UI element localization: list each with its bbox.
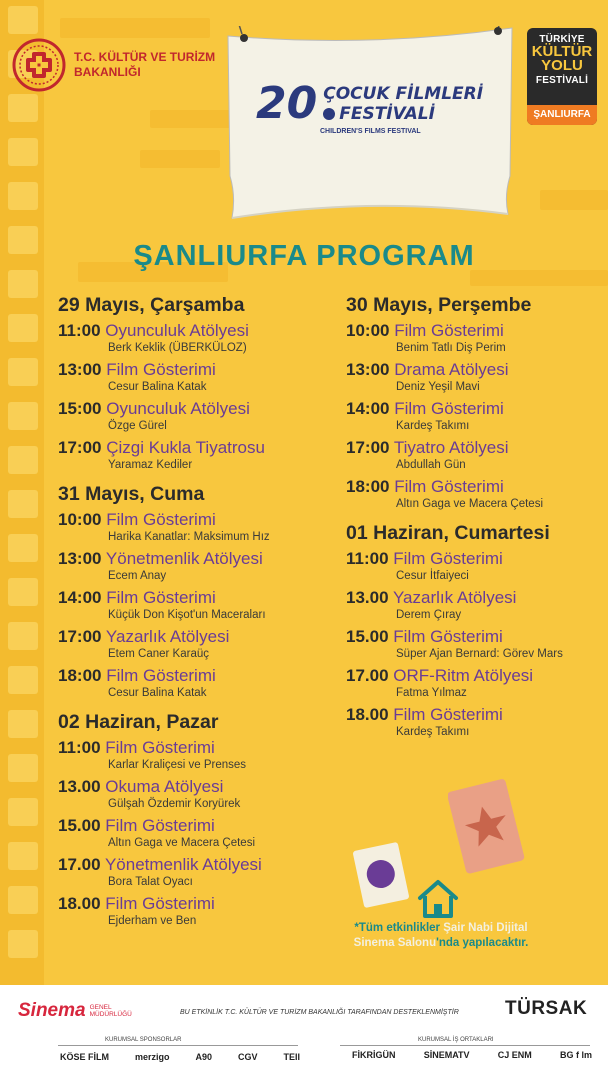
event-line xyxy=(58,320,270,341)
kyf-line2: KÜLTÜR xyxy=(531,43,593,60)
support-statement: BU ETKİNLİK T.C. KÜLTÜR VE TURİZM BAKANLIĞI TARAFINDAN DESTEKLENMİŞTİR xyxy=(180,1009,459,1016)
schedule-event xyxy=(58,359,270,395)
event-detail: Küçük Don Kişot'un Maceraları xyxy=(108,609,266,621)
partners-label: KURUMSAL İŞ ORTAKLARI xyxy=(418,1037,494,1043)
event-detail: Benim Tatlı Diş Perim xyxy=(396,342,506,354)
day-block xyxy=(346,522,563,740)
sinema-logo-sub1: GENEL xyxy=(89,1004,112,1011)
event-line xyxy=(346,437,563,458)
event-time: 15:00 xyxy=(58,399,102,418)
event-name: Yönetmenlik Atölyesi xyxy=(104,855,262,874)
schedule-event xyxy=(346,704,563,740)
venue-note-prefix: *Tüm etkinlikler xyxy=(354,922,444,934)
film-hole xyxy=(8,710,38,738)
event-time: 15.00 xyxy=(346,627,389,646)
festival-title-line1: ÇOCUK FİLMLERİ xyxy=(323,84,484,104)
event-line xyxy=(346,398,563,419)
venue-name: Şair Nabi Dijital Sinema Salonu xyxy=(353,922,528,949)
schedule-event xyxy=(346,398,563,434)
event-line xyxy=(346,665,563,686)
event-line xyxy=(58,437,270,458)
ticket-stub-illustration xyxy=(352,842,410,908)
sponsor-logo: A90 xyxy=(195,1052,212,1062)
event-detail: Özge Gürel xyxy=(108,420,167,432)
schedule-event xyxy=(346,476,563,512)
venue-note-suffix: 'nda yapılacaktır. xyxy=(436,937,529,949)
event-time: 11:00 xyxy=(58,738,101,757)
event-detail: Abdullah Gün xyxy=(396,459,466,471)
event-time: 17.00 xyxy=(58,855,101,874)
event-detail: Cesur Balina Katak xyxy=(108,381,207,393)
event-time: 18:00 xyxy=(58,666,102,685)
film-hole xyxy=(8,666,38,694)
sinema-logo-sub2: MÜDÜRLÜĞÜ xyxy=(89,1011,132,1018)
schedule-event xyxy=(58,665,270,701)
event-detail: Berk Keklik (ÜBERKÜLOZ) xyxy=(108,342,247,354)
event-detail: Deniz Yeşil Mavi xyxy=(396,381,480,393)
event-line xyxy=(58,776,270,797)
event-name: Film Gösterimi xyxy=(105,894,215,913)
event-detail: Altın Gaga ve Macera Çetesi xyxy=(108,837,256,849)
event-line xyxy=(58,854,270,875)
film-hole xyxy=(8,358,38,386)
event-time: 18.00 xyxy=(58,894,101,913)
event-time: 13.00 xyxy=(58,777,101,796)
sponsor-logo: CGV xyxy=(237,1052,258,1062)
schedule-event xyxy=(58,548,270,584)
kyf-line4: FESTİVALİ xyxy=(535,75,589,86)
event-name: Film Gösterimi xyxy=(393,549,503,568)
event-line xyxy=(346,476,563,497)
decorative-stripe xyxy=(140,150,220,168)
event-name: Okuma Atölyesi xyxy=(105,777,224,796)
event-line xyxy=(58,626,270,647)
film-hole xyxy=(8,886,38,914)
event-detail: Ejderham ve Ben xyxy=(108,915,197,927)
event-time: 14:00 xyxy=(58,588,102,607)
day-title: 02 Haziran, Pazar xyxy=(58,711,219,733)
ticket-illustration xyxy=(448,778,526,876)
schedule-event xyxy=(58,587,270,623)
film-hole xyxy=(8,622,38,650)
day-block xyxy=(58,483,270,701)
event-name: Tiyatro Atölyesi xyxy=(393,438,509,457)
schedule-event xyxy=(58,398,270,434)
decorative-stripe xyxy=(540,190,608,210)
event-name: Film Gösterimi xyxy=(394,321,504,340)
event-detail: Karlar Kraliçesi ve Prenses xyxy=(108,759,247,771)
event-line xyxy=(58,587,270,608)
event-name: Film Gösterimi xyxy=(393,705,503,724)
event-name: Film Gösterimi xyxy=(394,477,504,496)
sponsors-divider xyxy=(58,1045,298,1046)
schedule-event xyxy=(58,815,270,851)
sponsor-logo: merzigo xyxy=(134,1052,170,1062)
film-hole xyxy=(8,314,38,342)
festival-dot-icon xyxy=(323,108,335,120)
schedule-event xyxy=(58,854,270,890)
event-time: 18:00 xyxy=(346,477,390,496)
partner-logo: SİNEMATV xyxy=(423,1050,470,1060)
event-time: 17:00 xyxy=(58,627,102,646)
event-line xyxy=(346,320,563,341)
event-line xyxy=(58,815,270,836)
event-name: Film Gösterimi xyxy=(394,399,504,418)
festival-title-block xyxy=(256,78,496,135)
event-time: 18.00 xyxy=(346,705,389,724)
home-icon xyxy=(416,878,460,920)
film-hole xyxy=(8,182,38,210)
event-detail: Etem Caner Karaüç xyxy=(108,648,209,660)
schedule-event xyxy=(58,626,270,662)
film-hole xyxy=(8,534,38,562)
schedule-event xyxy=(346,320,563,356)
partner-logo: CJ ENM xyxy=(497,1050,532,1060)
film-hole xyxy=(8,138,38,166)
event-name: Film Gösterimi xyxy=(106,360,216,379)
day-block xyxy=(346,294,563,512)
film-hole xyxy=(8,270,38,298)
partner-logo: FİKRİGÜN xyxy=(352,1050,396,1060)
event-detail: Gülşah Özdemir Koryürek xyxy=(108,798,241,810)
sinema-genel-mudurlugu-logo xyxy=(18,1000,132,1022)
event-name: Yazarlık Atölyesi xyxy=(105,627,230,646)
event-name: Film Gösterimi xyxy=(106,588,216,607)
day-title: 29 Mayıs, Çarşamba xyxy=(58,294,245,316)
event-line xyxy=(346,548,563,569)
event-name: Film Gösterimi xyxy=(105,816,215,835)
day-title: 31 Mayıs, Cuma xyxy=(58,483,205,505)
schedule-event xyxy=(346,665,563,701)
event-detail: Bora Talat Oyacı xyxy=(108,876,193,888)
event-time: 10:00 xyxy=(346,321,390,340)
sinema-logo-word: Sinema xyxy=(18,1000,86,1021)
ministry-logo-block xyxy=(12,38,215,92)
event-name: Yazarlık Atölyesi xyxy=(392,588,517,607)
event-time: 14:00 xyxy=(346,399,390,418)
event-time: 13.00 xyxy=(346,588,389,607)
event-detail: Kardeş Takımı xyxy=(396,420,470,432)
schedule-left-column xyxy=(58,294,270,929)
kyf-city: ŞANLIURFA xyxy=(527,105,597,125)
day-block xyxy=(58,294,270,473)
film-hole xyxy=(8,930,38,958)
film-hole xyxy=(8,446,38,474)
decorative-stripe xyxy=(60,18,210,38)
day-title: 30 Mayıs, Perşembe xyxy=(346,294,532,316)
event-name: Drama Atölyesi xyxy=(394,360,509,379)
film-hole xyxy=(8,6,38,34)
festival-title-line2: FESTİVALİ xyxy=(339,104,435,124)
film-hole xyxy=(8,490,38,518)
event-name: Oyunculuk Atölyesi xyxy=(105,321,249,340)
event-line xyxy=(58,398,270,419)
program-heading: ŞANLIURFA PROGRAM xyxy=(133,240,475,272)
day-title: 01 Haziran, Cumartesi xyxy=(346,522,550,544)
event-detail: Ecem Anay xyxy=(108,570,167,582)
sponsor-logo: TEII xyxy=(283,1052,300,1062)
event-name: Film Gösterimi xyxy=(105,738,215,757)
film-hole xyxy=(8,798,38,826)
partner-logos-row xyxy=(352,1050,592,1060)
film-hole xyxy=(8,578,38,606)
schedule-event xyxy=(346,587,563,623)
partners-divider xyxy=(340,1045,590,1046)
sponsor-logo: KÖSE FİLM xyxy=(60,1052,109,1062)
sponsors-label: KURUMSAL SPONSORLAR xyxy=(105,1037,182,1043)
event-line xyxy=(58,359,270,380)
schedule-event xyxy=(346,359,563,395)
kultur-yolu-festivali-badge xyxy=(527,28,597,125)
event-line xyxy=(58,893,270,914)
schedule-event xyxy=(58,893,270,929)
event-time: 17.00 xyxy=(346,666,389,685)
event-time: 17:00 xyxy=(58,438,102,457)
event-line xyxy=(346,704,563,725)
event-detail: Harika Kanatlar: Maksimum Hız xyxy=(108,531,270,543)
festival-subtitle: CHILDREN'S FILMS FESTIVAL xyxy=(320,128,421,135)
ministry-emblem-icon xyxy=(12,38,66,92)
schedule-event xyxy=(346,437,563,473)
schedule-event xyxy=(58,776,270,812)
event-name: Film Gösterimi xyxy=(106,666,216,685)
schedule-event xyxy=(346,626,563,662)
event-time: 13:00 xyxy=(58,549,102,568)
schedule-event xyxy=(58,737,270,773)
partner-logo: BG f lm xyxy=(559,1050,592,1060)
event-time: 13:00 xyxy=(346,360,390,379)
event-line xyxy=(346,359,563,380)
event-detail: Kardeş Takımı xyxy=(396,726,470,738)
kyf-line1: TÜRKİYE xyxy=(539,34,585,45)
film-hole xyxy=(8,94,38,122)
film-hole xyxy=(8,754,38,782)
festival-number: 20 xyxy=(256,78,318,129)
event-detail: Fatma Yılmaz xyxy=(396,687,467,699)
film-strip-decoration xyxy=(0,0,44,985)
event-name: ORF-Ritm Atölyesi xyxy=(393,666,534,685)
schedule-event xyxy=(58,320,270,356)
ministry-name-line2: BAKANLIĞI xyxy=(74,65,141,79)
event-name: Çizgi Kukla Tiyatrosu xyxy=(106,438,265,457)
tursak-logo: TÜRSAK xyxy=(505,998,588,1019)
sponsor-logos-row xyxy=(60,1052,300,1062)
kyf-line3: YOLU xyxy=(541,57,583,74)
event-time: 13:00 xyxy=(58,360,102,379)
event-time: 15.00 xyxy=(58,816,101,835)
film-hole xyxy=(8,402,38,430)
film-hole xyxy=(8,842,38,870)
schedule-event xyxy=(346,548,563,584)
event-time: 11:00 xyxy=(58,321,101,340)
event-time: 17:00 xyxy=(346,438,390,457)
event-detail: Derem Çıray xyxy=(396,609,462,621)
ministry-name-line1: T.C. KÜLTÜR VE TURİZM xyxy=(74,50,216,64)
event-line xyxy=(58,509,270,530)
event-detail: Cesur Balina Katak xyxy=(108,687,207,699)
schedule-right-column xyxy=(346,294,563,740)
event-name: Oyunculuk Atölyesi xyxy=(106,399,250,418)
event-name: Yönetmenlik Atölyesi xyxy=(105,549,263,568)
event-detail: Altın Gaga ve Macera Çetesi xyxy=(396,498,544,510)
event-name: Film Gösterimi xyxy=(106,510,216,529)
event-detail: Süper Ajan Bernard: Görev Mars xyxy=(396,648,563,660)
event-time: 11:00 xyxy=(346,549,389,568)
event-line xyxy=(58,548,270,569)
event-detail: Yaramaz Kediler xyxy=(108,459,193,471)
event-line xyxy=(346,587,563,608)
schedule-event xyxy=(58,437,270,473)
event-time: 10:00 xyxy=(58,510,102,529)
event-line xyxy=(346,626,563,647)
event-line xyxy=(58,737,270,758)
event-detail: Cesur İtfaiyeci xyxy=(396,570,469,582)
event-name: Film Gösterimi xyxy=(393,627,503,646)
schedule-event xyxy=(58,509,270,545)
venue-note xyxy=(336,921,546,951)
event-line xyxy=(58,665,270,686)
day-block xyxy=(58,711,270,929)
